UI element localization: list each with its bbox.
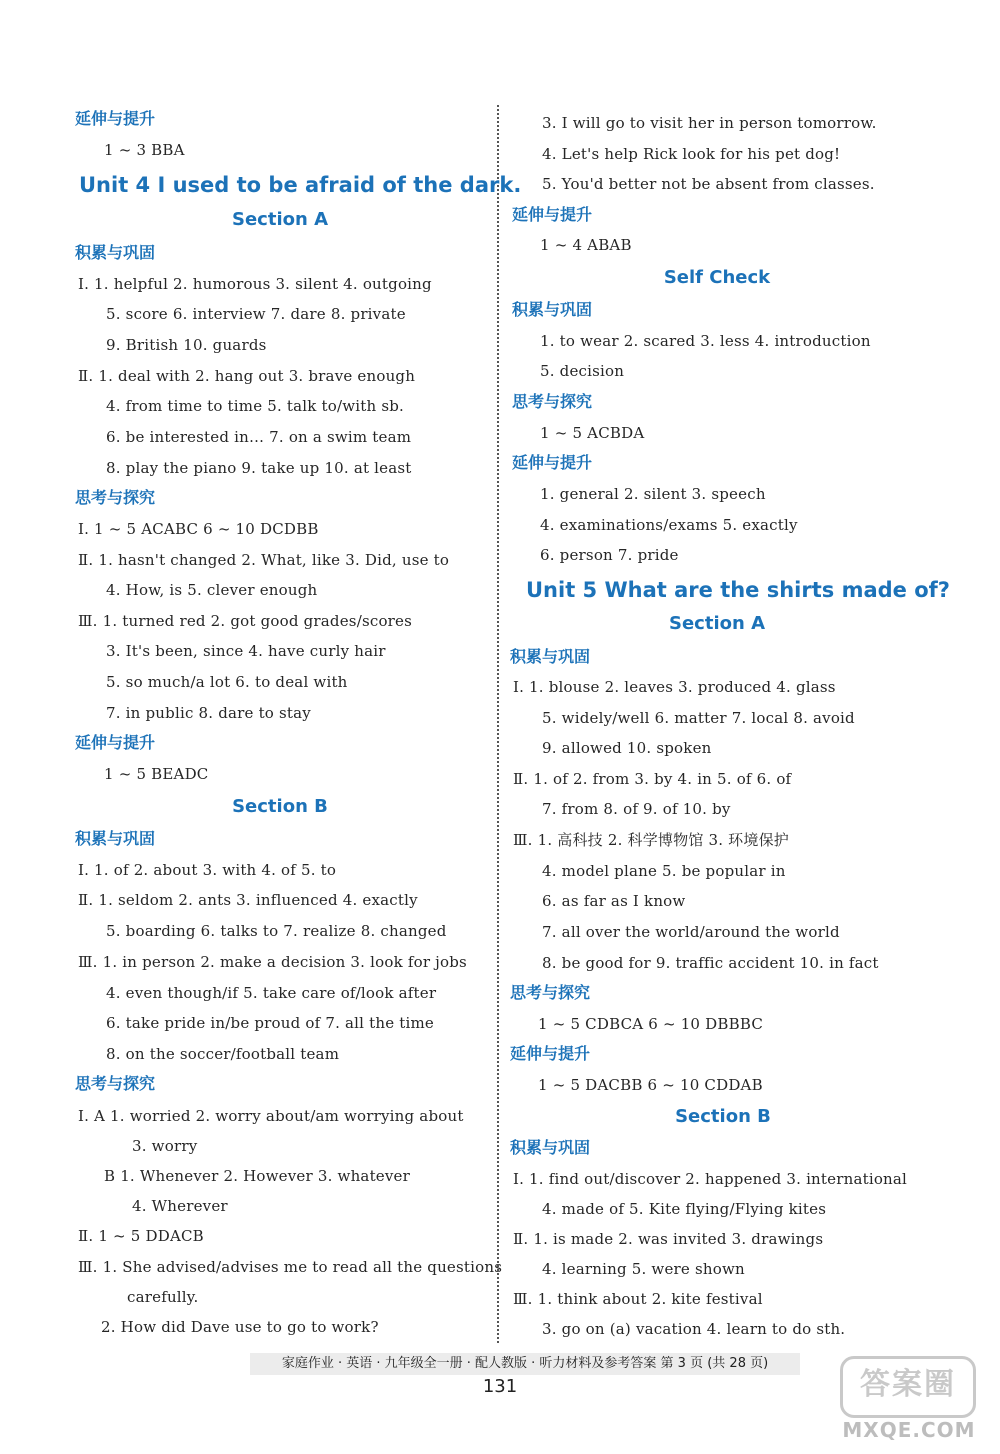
heading-extension: 延伸与提升 — [512, 205, 593, 224]
answer-line: 4. examinations/exams 5. exactly — [540, 516, 798, 534]
answer-line: Ⅱ. 1. deal with 2. hang out 3. brave enough — [78, 367, 416, 385]
answer-line: 4. Wherever — [132, 1197, 228, 1215]
answer-line: 1 ~ 5 ACBDA — [540, 424, 645, 442]
answer-line: 3. go on (a) vacation 4. learn to do sth. — [542, 1320, 846, 1338]
answer-line: 6. take pride in/be proud of 7. all the time — [106, 1014, 434, 1032]
heading-thinking: 思考与探究 — [512, 392, 593, 411]
answer-line: 5. widely/well 6. matter 7. local 8. avoid — [542, 709, 855, 727]
unit5-section-a-title: Section A — [669, 613, 765, 634]
unit4-section-b-title: Section B — [232, 796, 328, 817]
answer-line: 1 ~ 4 ABAB — [540, 236, 632, 254]
answer-line: 7. all over the world/around the world — [542, 923, 840, 941]
answer-line: Ⅰ. 1 ~ 5 ACABC 6 ~ 10 DCDBB — [78, 520, 319, 538]
answer-line: 6. as far as I know — [542, 892, 686, 910]
answer-line: B 1. Whenever 2. However 3. whatever — [104, 1167, 410, 1185]
answer-line: Ⅰ. 1. of 2. about 3. with 4. of 5. to — [78, 861, 337, 879]
unit4-section-a-title: Section A — [232, 209, 328, 230]
heading-thinking: 思考与探究 — [75, 488, 156, 507]
answer-line: Ⅱ. 1. of 2. from 3. by 4. in 5. of 6. of — [513, 770, 792, 788]
answer-line: Ⅲ. 1. She advised/advises me to read all the questions — [78, 1258, 503, 1276]
answer-line: Ⅲ. 1. think about 2. kite festival — [513, 1290, 763, 1308]
answer-line: 2. How did Dave use to go to work? — [101, 1318, 379, 1336]
answer-line: carefully. — [127, 1288, 199, 1306]
answer-line: 3. I will go to visit her in person tomorrow. — [542, 114, 877, 132]
answer-line: 6. person 7. pride — [540, 546, 679, 564]
answer-line: Ⅱ. 1 ~ 5 DDACB — [78, 1227, 204, 1245]
unit5-section-b-title: Section B — [675, 1106, 771, 1127]
answer-line: Ⅲ. 1. turned red 2. got good grades/scores — [78, 612, 413, 630]
answer-line: 5. boarding 6. talks to 7. realize 8. changed — [106, 922, 447, 940]
answer-line: 5. decision — [540, 362, 625, 380]
answer-line: 5. so much/a lot 6. to deal with — [106, 673, 348, 691]
answer-line: Ⅰ. 1. blouse 2. leaves 3. produced 4. glass — [513, 678, 836, 696]
answer-line: 4. model plane 5. be popular in — [542, 862, 786, 880]
answer-line: 7. from 8. of 9. of 10. by — [542, 800, 731, 818]
heading-thinking: 思考与探究 — [75, 1074, 156, 1093]
answer-line: 4. How, is 5. clever enough — [106, 581, 318, 599]
answer-line: Ⅲ. 1. 高科技 2. 科学博物馆 3. 环境保护 — [513, 831, 789, 849]
answer-line: 6. be interested in… 7. on a swim team — [106, 428, 412, 446]
answer-line: Ⅰ. A 1. worried 2. worry about/am worrying about — [78, 1107, 464, 1125]
answer-line: Ⅱ. 1. hasn't changed 2. What, like 3. Did, use to — [78, 551, 450, 569]
answer-line: 4. Let's help Rick look for his pet dog! — [542, 145, 841, 163]
answer-line: Ⅲ. 1. in person 2. make a decision 3. look for jobs — [78, 953, 467, 971]
answer-line: 8. be good for 9. traffic accident 10. in fact — [542, 954, 879, 972]
answer-line: 4. from time to time 5. talk to/with sb. — [106, 397, 405, 415]
answer-line: 4. even though/if 5. take care of/look after — [106, 984, 437, 1002]
answer-line: Ⅱ. 1. seldom 2. ants 3. influenced 4. exactly — [78, 891, 418, 909]
answer-line: 5. You'd better not be absent from classes. — [542, 175, 875, 193]
answer-line: 9. British 10. guards — [106, 336, 267, 354]
heading-consolidation: 积累与巩固 — [510, 647, 591, 666]
answer-line: 1. general 2. silent 3. speech — [540, 485, 766, 503]
answer-line: 1 ~ 3 BBA — [104, 141, 185, 159]
heading-extension: 延伸与提升 — [510, 1044, 591, 1063]
answer-line: 5. score 6. interview 7. dare 8. private — [106, 305, 406, 323]
answer-line: 8. on the soccer/football team — [106, 1045, 340, 1063]
watermark-logo: 答案圈 — [840, 1356, 976, 1418]
footer-banner: 家庭作业 · 英语 · 九年级全一册 · 配人教版 · 听力材料及参考答案 第 3 页 (共 28 页) — [250, 1353, 800, 1375]
answer-line: 1 ~ 5 DACBB 6 ~ 10 CDDAB — [538, 1076, 763, 1094]
watermark — [842, 1368, 992, 1448]
answer-line: 3. It's been, since 4. have curly hair — [106, 642, 386, 660]
answer-line: 1 ~ 5 CDBCA 6 ~ 10 DBBBC — [538, 1015, 763, 1033]
answer-line: Ⅱ. 1. is made 2. was invited 3. drawings — [513, 1230, 824, 1248]
heading-extension: 延伸与提升 — [75, 109, 156, 128]
answer-line: 8. play the piano 9. take up 10. at least — [106, 459, 412, 477]
answer-line: 1. to wear 2. scared 3. less 4. introduction — [540, 332, 871, 350]
answer-line: 9. allowed 10. spoken — [542, 739, 712, 757]
heading-extension: 延伸与提升 — [512, 453, 593, 472]
answer-line: Ⅰ. 1. helpful 2. humorous 3. silent 4. outgoing — [78, 275, 432, 293]
heading-consolidation: 积累与巩固 — [75, 243, 156, 262]
answer-line: 4. made of 5. Kite flying/Flying kites — [542, 1200, 827, 1218]
answer-line: Ⅰ. 1. find out/discover 2. happened 3. international — [513, 1170, 908, 1188]
heading-extension: 延伸与提升 — [75, 733, 156, 752]
answer-line: 4. learning 5. were shown — [542, 1260, 745, 1278]
page-number: 131 — [482, 1376, 518, 1397]
answer-line: 7. in public 8. dare to stay — [106, 704, 311, 722]
column-divider — [497, 105, 499, 1343]
self-check-title: Self Check — [663, 267, 771, 288]
answer-line: 3. worry — [132, 1137, 198, 1155]
answer-line: 1 ~ 5 BEADC — [104, 765, 209, 783]
heading-thinking: 思考与探究 — [510, 983, 591, 1002]
heading-consolidation: 积累与巩固 — [510, 1138, 591, 1157]
unit4-title: Unit 4 I used to be afraid of the dark. — [79, 173, 522, 197]
heading-consolidation: 积累与巩固 — [75, 829, 156, 848]
unit5-title: Unit 5 What are the shirts made of? — [526, 578, 950, 602]
heading-consolidation: 积累与巩固 — [512, 300, 593, 319]
watermark-site: MXQE.COM — [842, 1418, 976, 1442]
